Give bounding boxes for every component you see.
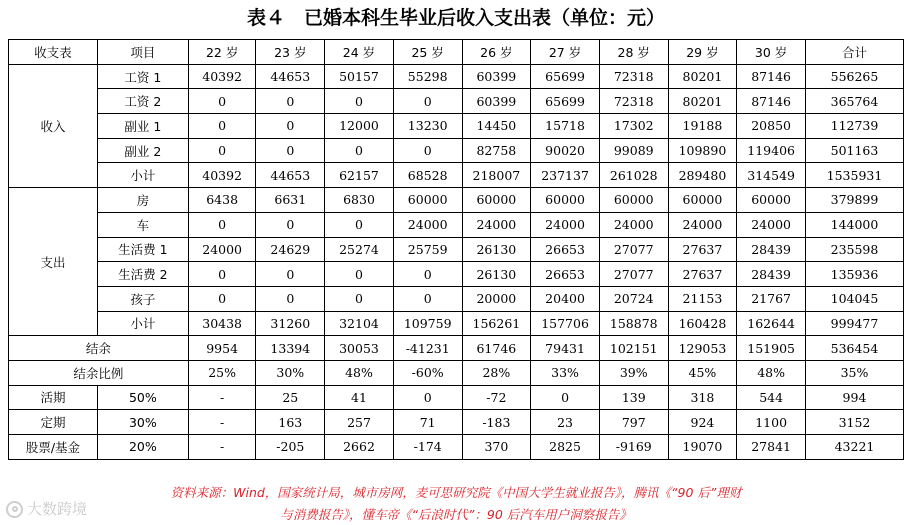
value-cell: 218007 [462, 163, 531, 188]
value-cell: 26653 [531, 237, 600, 262]
table-row [9, 188, 904, 213]
table-row [9, 89, 904, 114]
value-cell: 60000 [737, 188, 806, 213]
value-cell: 109759 [393, 311, 462, 336]
income-group-label: 收入 [9, 64, 98, 187]
value-cell: 237137 [531, 163, 600, 188]
value-cell: 25 [256, 385, 325, 410]
total-cell: 43221 [805, 435, 903, 460]
value-cell: 0 [325, 286, 394, 311]
value-cell: 30438 [188, 311, 256, 336]
value-cell: 44653 [256, 163, 325, 188]
header-cell: 23 岁 [256, 40, 325, 65]
table-row [9, 212, 904, 237]
total-cell: 379899 [805, 188, 903, 213]
value-cell: 60000 [393, 188, 462, 213]
value-cell: 6631 [256, 188, 325, 213]
value-cell: 318 [668, 385, 737, 410]
total-cell: 994 [805, 385, 903, 410]
table-title: 表４ 已婚本科生毕业后收入支出表（单位：元） [246, 7, 665, 29]
value-cell: 41 [325, 385, 394, 410]
value-cell: 61746 [462, 336, 531, 361]
value-cell: 109890 [668, 138, 737, 163]
total-cell: 144000 [805, 212, 903, 237]
value-cell: 80201 [668, 89, 737, 114]
income-expense-table [8, 39, 904, 460]
total-cell: 999477 [805, 311, 903, 336]
value-cell: 24000 [599, 212, 668, 237]
value-cell: 24000 [188, 237, 256, 262]
value-cell: 60000 [462, 188, 531, 213]
value-cell: 60399 [462, 89, 531, 114]
table-row [9, 237, 904, 262]
value-cell: 50157 [325, 64, 394, 89]
row-item: 生活费 2 [97, 262, 188, 287]
value-cell: 0 [393, 385, 462, 410]
total-cell: 365764 [805, 89, 903, 114]
value-cell: 71 [393, 410, 462, 435]
allocation-pct: 20% [97, 435, 188, 460]
value-cell: 27077 [599, 262, 668, 287]
table-row [9, 114, 904, 139]
value-cell: 24000 [737, 212, 806, 237]
value-cell: 370 [462, 435, 531, 460]
table-row [9, 435, 904, 460]
total-cell: 35% [805, 360, 903, 385]
table-row [9, 64, 904, 89]
value-cell: 0 [188, 262, 256, 287]
value-cell: 163 [256, 410, 325, 435]
source-note-line-1: 资料来源：Wind，国家统计局，城市房网，麦可思研究院《中国大学生就业报告》，腾讯《“90 后”理财 [170, 485, 742, 500]
total-cell: 3152 [805, 410, 903, 435]
value-cell: 1100 [737, 410, 806, 435]
source-note-line-2: 与消费报告》，懂车帝《“后浪时代”：90 后汽车用户洞察报告》 [280, 507, 632, 522]
value-cell: 0 [256, 286, 325, 311]
value-cell: 99089 [599, 138, 668, 163]
value-cell: 157706 [531, 311, 600, 336]
value-cell: 60000 [668, 188, 737, 213]
value-cell: 45% [668, 360, 737, 385]
header-cell: 29 岁 [668, 40, 737, 65]
value-cell: 68528 [393, 163, 462, 188]
header-cell: 24 岁 [325, 40, 394, 65]
value-cell: 48% [325, 360, 394, 385]
value-cell: 23 [531, 410, 600, 435]
value-cell: 139 [599, 385, 668, 410]
value-cell: 102151 [599, 336, 668, 361]
value-cell: 544 [737, 385, 806, 410]
value-cell: 17302 [599, 114, 668, 139]
surplus-label: 结余 [9, 336, 189, 361]
value-cell: 27077 [599, 237, 668, 262]
value-cell: 21153 [668, 286, 737, 311]
watermark-logo-icon [6, 501, 23, 518]
value-cell: 28439 [737, 237, 806, 262]
value-cell: 0 [188, 212, 256, 237]
value-cell: 0 [393, 262, 462, 287]
value-cell: 0 [325, 89, 394, 114]
table-row [9, 262, 904, 287]
value-cell: 20000 [462, 286, 531, 311]
value-cell: 60399 [462, 64, 531, 89]
value-cell: 0 [256, 212, 325, 237]
value-cell: 289480 [668, 163, 737, 188]
value-cell: 6438 [188, 188, 256, 213]
value-cell: 0 [188, 138, 256, 163]
value-cell: 6830 [325, 188, 394, 213]
value-cell: 0 [393, 286, 462, 311]
value-cell: 162644 [737, 311, 806, 336]
value-cell: 30% [256, 360, 325, 385]
value-cell: 9954 [188, 336, 256, 361]
value-cell: 28% [462, 360, 531, 385]
value-cell: 0 [325, 262, 394, 287]
table-row [9, 336, 904, 361]
value-cell: 79431 [531, 336, 600, 361]
value-cell: 0 [256, 89, 325, 114]
expense-group-label: 支出 [9, 188, 98, 336]
value-cell: 13230 [393, 114, 462, 139]
value-cell: 24000 [462, 212, 531, 237]
value-cell: 797 [599, 410, 668, 435]
value-cell: 25759 [393, 237, 462, 262]
value-cell: 314549 [737, 163, 806, 188]
header-cell: 22 岁 [188, 40, 256, 65]
watermark-text: 大数跨境 [27, 500, 88, 518]
surplus-ratio-label: 结余比例 [9, 360, 189, 385]
value-cell: 0 [188, 286, 256, 311]
table-row [9, 385, 904, 410]
value-cell: 2825 [531, 435, 600, 460]
total-cell: 556265 [805, 64, 903, 89]
value-cell: 26130 [462, 237, 531, 262]
value-cell: 25274 [325, 237, 394, 262]
value-cell: 119406 [737, 138, 806, 163]
value-cell: 0 [188, 114, 256, 139]
allocation-label: 股票/基金 [9, 435, 98, 460]
allocation-pct: 30% [97, 410, 188, 435]
value-cell: 14450 [462, 114, 531, 139]
value-cell: 27841 [737, 435, 806, 460]
value-cell: -60% [393, 360, 462, 385]
value-cell: - [188, 435, 256, 460]
value-cell: 27637 [668, 237, 737, 262]
value-cell: 20400 [531, 286, 600, 311]
value-cell: 60000 [531, 188, 600, 213]
row-item: 工资 1 [97, 64, 188, 89]
value-cell: 24000 [668, 212, 737, 237]
value-cell: 28439 [737, 262, 806, 287]
value-cell: 39% [599, 360, 668, 385]
header-cell: 项目 [97, 40, 188, 65]
allocation-label: 定期 [9, 410, 98, 435]
value-cell: 60000 [599, 188, 668, 213]
value-cell: 0 [393, 89, 462, 114]
row-item: 工资 2 [97, 89, 188, 114]
header-cell: 30 岁 [737, 40, 806, 65]
row-item: 孩子 [97, 286, 188, 311]
value-cell: 0 [531, 385, 600, 410]
value-cell: 72318 [599, 64, 668, 89]
value-cell: 87146 [737, 89, 806, 114]
value-cell: 261028 [599, 163, 668, 188]
watermark [6, 496, 126, 522]
value-cell: 0 [256, 114, 325, 139]
value-cell: 156261 [462, 311, 531, 336]
value-cell: 0 [256, 262, 325, 287]
value-cell: 2662 [325, 435, 394, 460]
header-cell: 28 岁 [599, 40, 668, 65]
row-item: 小计 [97, 163, 188, 188]
value-cell: 62157 [325, 163, 394, 188]
table-row [9, 138, 904, 163]
value-cell: -174 [393, 435, 462, 460]
value-cell: 33% [531, 360, 600, 385]
table-row [9, 163, 904, 188]
value-cell: 31260 [256, 311, 325, 336]
value-cell: -205 [256, 435, 325, 460]
allocation-label: 活期 [9, 385, 98, 410]
value-cell: 257 [325, 410, 394, 435]
value-cell: 129053 [668, 336, 737, 361]
value-cell: 44653 [256, 64, 325, 89]
table-row [9, 360, 904, 385]
value-cell: 24000 [393, 212, 462, 237]
value-cell: 158878 [599, 311, 668, 336]
value-cell: 65699 [531, 64, 600, 89]
value-cell: 151905 [737, 336, 806, 361]
value-cell: 924 [668, 410, 737, 435]
value-cell: 27637 [668, 262, 737, 287]
value-cell: 0 [325, 138, 394, 163]
value-cell: 0 [393, 138, 462, 163]
value-cell: 26130 [462, 262, 531, 287]
value-cell: 24000 [531, 212, 600, 237]
value-cell: -183 [462, 410, 531, 435]
table-row [9, 311, 904, 336]
header-row [9, 40, 904, 65]
value-cell: 82758 [462, 138, 531, 163]
value-cell: 0 [256, 138, 325, 163]
value-cell: 19070 [668, 435, 737, 460]
value-cell: 55298 [393, 64, 462, 89]
total-cell: 112739 [805, 114, 903, 139]
value-cell: -41231 [393, 336, 462, 361]
value-cell: 19188 [668, 114, 737, 139]
table-row [9, 286, 904, 311]
value-cell: 26653 [531, 262, 600, 287]
value-cell: 80201 [668, 64, 737, 89]
value-cell: - [188, 385, 256, 410]
value-cell: 0 [188, 89, 256, 114]
row-item: 房 [97, 188, 188, 213]
value-cell: 15718 [531, 114, 600, 139]
value-cell: 0 [325, 212, 394, 237]
value-cell: 90020 [531, 138, 600, 163]
value-cell: 30053 [325, 336, 394, 361]
value-cell: 40392 [188, 64, 256, 89]
total-cell: 104045 [805, 286, 903, 311]
header-cell: 收支表 [9, 40, 98, 65]
value-cell: 12000 [325, 114, 394, 139]
total-cell: 536454 [805, 336, 903, 361]
value-cell: 160428 [668, 311, 737, 336]
value-cell: 48% [737, 360, 806, 385]
value-cell: 24629 [256, 237, 325, 262]
total-cell: 1535931 [805, 163, 903, 188]
row-item: 车 [97, 212, 188, 237]
table-row [9, 410, 904, 435]
value-cell: 13394 [256, 336, 325, 361]
row-item: 生活费 1 [97, 237, 188, 262]
value-cell: 65699 [531, 89, 600, 114]
total-cell: 135936 [805, 262, 903, 287]
value-cell: - [188, 410, 256, 435]
header-cell: 合计 [805, 40, 903, 65]
value-cell: 20850 [737, 114, 806, 139]
value-cell: 72318 [599, 89, 668, 114]
value-cell: -9169 [599, 435, 668, 460]
value-cell: 40392 [188, 163, 256, 188]
value-cell: 32104 [325, 311, 394, 336]
value-cell: 20724 [599, 286, 668, 311]
header-cell: 26 岁 [462, 40, 531, 65]
value-cell: 25% [188, 360, 256, 385]
header-cell: 25 岁 [393, 40, 462, 65]
allocation-pct: 50% [97, 385, 188, 410]
total-cell: 501163 [805, 138, 903, 163]
row-item: 副业 2 [97, 138, 188, 163]
value-cell: 87146 [737, 64, 806, 89]
total-cell: 235598 [805, 237, 903, 262]
value-cell: -72 [462, 385, 531, 410]
row-item: 副业 1 [97, 114, 188, 139]
header-cell: 27 岁 [531, 40, 600, 65]
value-cell: 21767 [737, 286, 806, 311]
row-item: 小计 [97, 311, 188, 336]
